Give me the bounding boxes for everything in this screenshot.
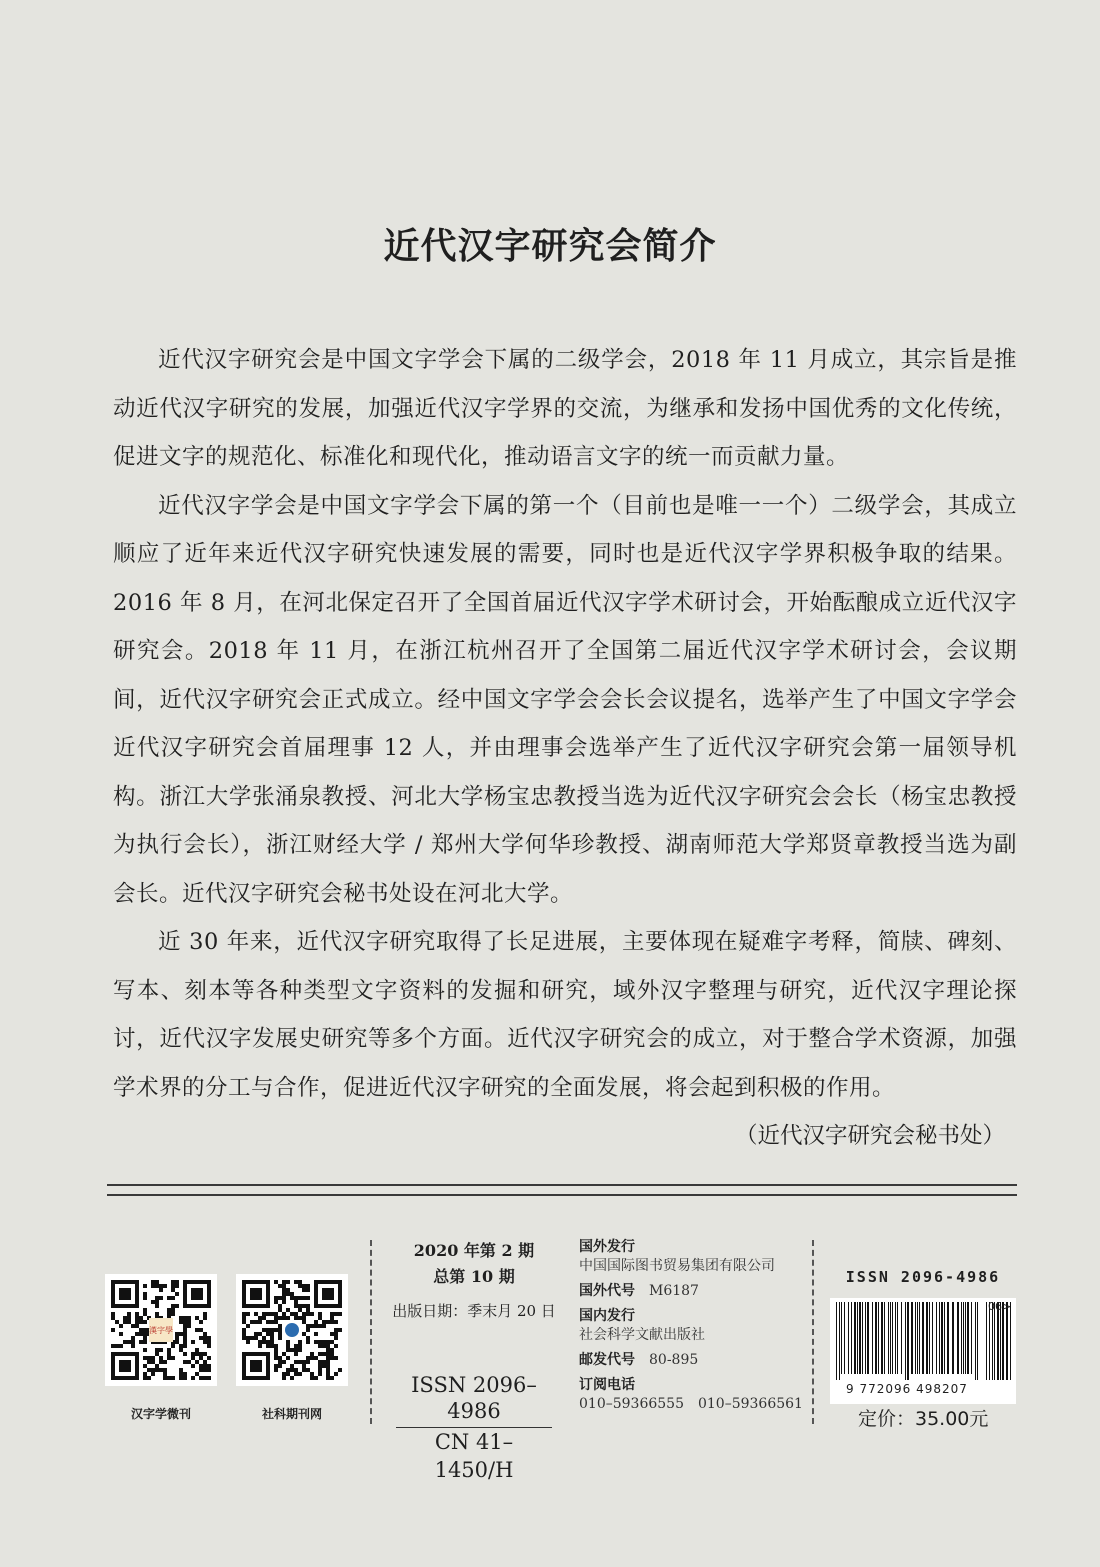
qr-code-hanzixue[interactable] [105, 1274, 217, 1386]
postal-code-label: 邮发代号 [579, 1352, 635, 1368]
overseas-code-row [579, 1282, 809, 1301]
qr-label-hanzixue: 汉字学微刊 [130, 1407, 191, 1421]
overseas-code-value: M6187 [649, 1283, 699, 1299]
qr-code-sheke[interactable] [236, 1274, 348, 1386]
postal-code-value: 80-895 [649, 1352, 699, 1368]
svg-text:漢字學: 漢字學 [149, 1326, 173, 1335]
barcode [830, 1298, 1016, 1404]
dashed-divider [370, 1240, 372, 1424]
overseas-value: 中国国际图书贸易集团有限公司 [579, 1258, 775, 1274]
issn-cn-block [396, 1372, 552, 1484]
divider-rule-top [107, 1184, 1017, 1186]
issue-info [384, 1238, 564, 1324]
paragraph: 近代汉字学会是中国文字学会下属的第一个（目前也是唯一一个）二级学会，其成立顺应了近年来近代汉字研究快速发展的需要，同时也是近代汉字学界积极争取的结果。2016 年 8 月，在河北保定召开了全国首届近代汉字学术研讨会，开始酝酿成立近代汉字研究会。2018 年 11 月，在浙江杭州召开了全国第二届近代汉字学术研讨会，会议期间，近代汉字研究会正式成立。经中国文字学会会长会议提名，选举产生了中国文字学会近代汉字研究会首届理事 12 人，并由理事会选举产生了近代汉字研究会第一届领导机构。浙江大学张涌泉教授、河北大学杨宝忠教授当选为近代汉字研究会会长（杨宝忠教授为执行会长），浙江财经大学 / 郑州大学何华珍教授、湖南师范大学郑贤章教授当选为副会长。近代汉字研究会秘书处设在河北大学。 [113, 492, 1017, 907]
distribution-info [579, 1238, 809, 1414]
domestic-label: 国内发行 [579, 1308, 635, 1324]
issn-number: ISSN 2096–4986 [396, 1372, 552, 1428]
barcode-issn: ISSN 2096-4986 [845, 1268, 1001, 1286]
phone-value: 010–59366555 010–59366561 [579, 1396, 803, 1412]
barcode-digits: 9 772096 498207 [846, 1382, 968, 1396]
divider-rule-bottom [107, 1194, 1017, 1196]
issue-total: 总第 10 期 [433, 1267, 515, 1286]
paragraph: 近代汉字研究会是中国文字学会下属的二级学会，2018 年 11 月成立，其宗旨是推动近代汉字研究的发展，加强近代汉字学界的交流，为继承和发扬中国优秀的文化传统，促进文字的规范化、标准化和现代化，推动语言文字的统一而贡献力量。 [113, 347, 1017, 470]
issue-year: 2020 年第 2 期 [413, 1241, 535, 1260]
qr-label-sheke: 社科期刊网 [261, 1407, 322, 1421]
paragraph: 近 30 年来，近代汉字研究取得了长足进展，主要体现在疑难字考释，简牍、碑刻、写本、刻本等各种类型文字资料的发掘和研究，域外汉字整理与研究，近代汉字理论探讨，近代汉字发展史研究等多个方面。近代汉字研究会的成立，对于整合学术资源，加强学术界的分工与合作，促进近代汉字研究的全面发展，将会起到积极的作用。 [113, 929, 1017, 1101]
signature: （近代汉字研究会秘书处） [734, 1123, 1005, 1149]
overseas-code-label: 国外代号 [579, 1283, 635, 1299]
cn-number: CN 41–1450/H [434, 1430, 514, 1482]
publish-date: 出版日期：季末月 20 日 [392, 1302, 556, 1320]
domestic-value: 社会科学文献出版社 [579, 1327, 705, 1343]
price: 定价：35.00元 [858, 1408, 989, 1430]
overseas-label: 国外发行 [579, 1239, 635, 1255]
postal-code-row [579, 1351, 809, 1370]
barcode-addon: 06> [988, 1300, 1012, 1313]
phone-label: 订阅电话 [579, 1377, 635, 1393]
page-title: 近代汉字研究会简介 [383, 225, 717, 267]
body-text [113, 336, 1017, 1161]
dashed-divider [812, 1240, 814, 1424]
barcode-area [830, 1268, 1016, 1404]
